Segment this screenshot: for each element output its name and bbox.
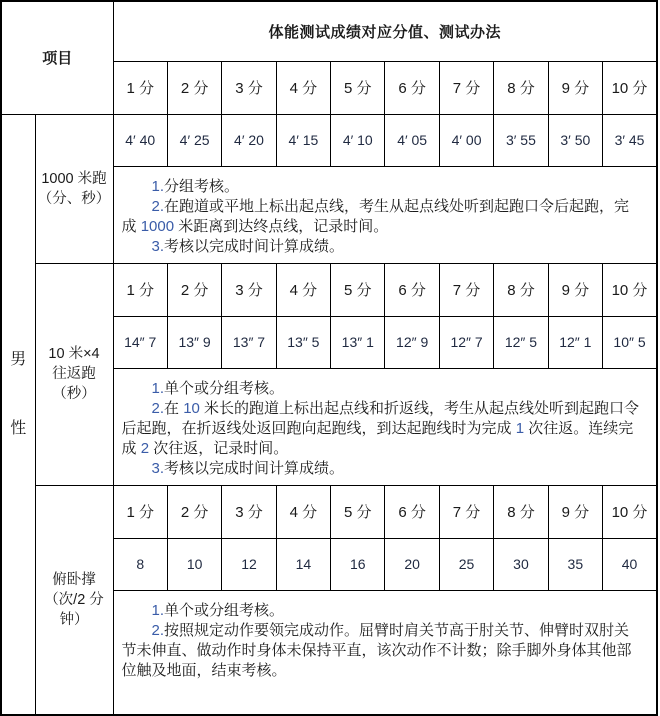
item-name-line: 俯卧撑 <box>52 571 96 588</box>
score-header-row <box>1 485 657 538</box>
score-header-cell: 3 分 <box>222 263 276 316</box>
score-header-cell: 9 分 <box>548 485 602 538</box>
item-name-line: 1000 米跑 <box>41 170 107 187</box>
score-value-cell: 40 <box>603 538 657 590</box>
method-number: 2. <box>151 621 165 639</box>
score-value-cell: 4′ 25 <box>167 114 221 166</box>
gender-cell <box>1 114 35 715</box>
method-number: 2. <box>151 197 165 215</box>
score-header-cell: 3 分 <box>222 61 276 114</box>
method-number: 3. <box>151 459 165 477</box>
score-header-cell: 2 分 <box>167 485 221 538</box>
score-value-cell: 4′ 10 <box>331 114 385 166</box>
method-number: 10 <box>183 399 200 417</box>
gender-char: 男 <box>10 351 27 369</box>
score-header-cell: 4 分 <box>276 61 330 114</box>
score-header-cell: 10 分 <box>603 61 657 114</box>
score-header-cell: 3 分 <box>222 485 276 538</box>
test-method-paragraph: 1.单个或分组考核。 <box>151 601 285 619</box>
score-value-cell: 12 <box>222 538 276 590</box>
score-header-cell: 10 分 <box>603 485 657 538</box>
score-header-cell: 1 分 <box>113 263 167 316</box>
score-header-cell: 6 分 <box>385 263 439 316</box>
score-value-cell: 4′ 00 <box>439 114 493 166</box>
item-name-line: 10 米×4 <box>48 346 100 362</box>
gender-label <box>2 114 35 692</box>
score-value-cell: 3′ 50 <box>548 114 602 166</box>
score-value-cell: 12″ 9 <box>385 316 439 368</box>
item-name-cell <box>35 485 113 715</box>
score-value-cell: 13″ 1 <box>331 316 385 368</box>
test-method-cell <box>113 166 657 263</box>
score-header-cell: 9 分 <box>548 263 602 316</box>
score-header-cell: 4 分 <box>276 485 330 538</box>
test-method-paragraph: 1.单个或分组考核。 <box>151 379 285 397</box>
method-number: 2. <box>151 399 165 417</box>
score-value-cell: 20 <box>385 538 439 590</box>
score-header-cell: 7 分 <box>439 61 493 114</box>
title-row <box>1 1 657 61</box>
score-value-cell: 10 <box>167 538 221 590</box>
score-value-cell: 10″ 5 <box>603 316 657 368</box>
item-name-line: 钟） <box>59 611 89 628</box>
item-name-cell <box>35 263 113 485</box>
score-header-cell: 8 分 <box>494 61 548 114</box>
score-header-cell: 2 分 <box>167 61 221 114</box>
score-value-cell: 30 <box>494 538 548 590</box>
test-method-cell <box>113 368 657 485</box>
score-value-cell: 13″ 9 <box>167 316 221 368</box>
score-header-cell: 7 分 <box>439 263 493 316</box>
score-header-cell: 9 分 <box>548 61 602 114</box>
score-value-cell: 12″ 5 <box>494 316 548 368</box>
item-name-line: （分、秒） <box>37 190 111 207</box>
method-number: 1 <box>515 419 525 437</box>
score-value-cell: 4′ 20 <box>222 114 276 166</box>
score-header-cell: 5 分 <box>331 485 385 538</box>
test-method-paragraph: 1.分组考核。 <box>151 177 240 195</box>
test-method-paragraph: 2.在 10 米长的跑道上标出起点线和折返线，考生从起点线处听到起跑口令后起跑，在折返线处返回跑向起跑线，到达起跑线时为完成 1 次往返。连续完成 2 次往返，记录时间。 <box>121 399 640 457</box>
score-value-cell: 12″ 7 <box>439 316 493 368</box>
test-method-cell <box>113 590 657 715</box>
method-number: 1. <box>151 177 165 195</box>
corner-label: 项目 <box>1 1 113 114</box>
score-value-row <box>1 114 657 166</box>
score-header-cell: 4 分 <box>276 263 330 316</box>
score-value-cell: 35 <box>548 538 602 590</box>
score-header-cell: 6 分 <box>385 485 439 538</box>
item-name-line: （次/2 分 <box>44 591 104 608</box>
score-value-cell: 14″ 7 <box>113 316 167 368</box>
method-number: 1. <box>151 601 165 619</box>
score-value-cell: 14 <box>276 538 330 590</box>
test-method-paragraph: 3.考核以完成时间计算成绩。 <box>151 237 345 255</box>
score-value-cell: 25 <box>439 538 493 590</box>
score-header-cell: 6 分 <box>385 61 439 114</box>
score-header-cell: 7 分 <box>439 485 493 538</box>
score-header-cell: 2 分 <box>167 263 221 316</box>
method-number: 3. <box>151 237 165 255</box>
score-value-cell: 3′ 55 <box>494 114 548 166</box>
score-header-cell: 8 分 <box>494 485 548 538</box>
score-value-cell: 12″ 1 <box>548 316 602 368</box>
method-number: 1000 <box>140 217 175 235</box>
score-header-cell: 1 分 <box>113 485 167 538</box>
score-header-cell: 5 分 <box>331 61 385 114</box>
score-value-cell: 4′ 40 <box>113 114 167 166</box>
score-header-row <box>1 263 657 316</box>
item-name-line: 往返跑 <box>52 366 96 382</box>
table-body <box>1 1 657 715</box>
score-value-cell: 8 <box>113 538 167 590</box>
method-number: 1. <box>151 379 165 397</box>
score-header-cell: 1 分 <box>113 61 167 114</box>
score-value-cell: 4′ 05 <box>385 114 439 166</box>
test-method-paragraph: 2.按照规定动作要领完成动作。屈臂时肩关节高于肘关节、伸臂时双肘关节未伸直、做动作时身体未保持平直，该次动作不计数；除手脚外身体其他部位触及地面，结束考核。 <box>121 621 632 679</box>
score-value-cell: 16 <box>331 538 385 590</box>
score-value-cell: 13″ 5 <box>276 316 330 368</box>
score-header-cell: 5 分 <box>331 263 385 316</box>
test-method-paragraph: 2.在跑道或平地上标出起点线，考生从起点线处听到起跑口令后起跑，完成 1000 米距离到达终点线，记录时间。 <box>121 197 630 235</box>
score-value-cell: 3′ 45 <box>603 114 657 166</box>
method-number: 2 <box>140 439 150 457</box>
score-value-cell: 13″ 7 <box>222 316 276 368</box>
item-name-line: （秒） <box>52 386 96 402</box>
score-header-cell: 8 分 <box>494 263 548 316</box>
gender-char: 性 <box>10 420 27 438</box>
score-header-cell: 10 分 <box>603 263 657 316</box>
table-title: 体能测试成绩对应分值、测试办法 <box>113 1 657 61</box>
test-method-paragraph: 3.考核以完成时间计算成绩。 <box>151 459 345 477</box>
item-name-cell <box>35 114 113 263</box>
score-value-cell: 4′ 15 <box>276 114 330 166</box>
